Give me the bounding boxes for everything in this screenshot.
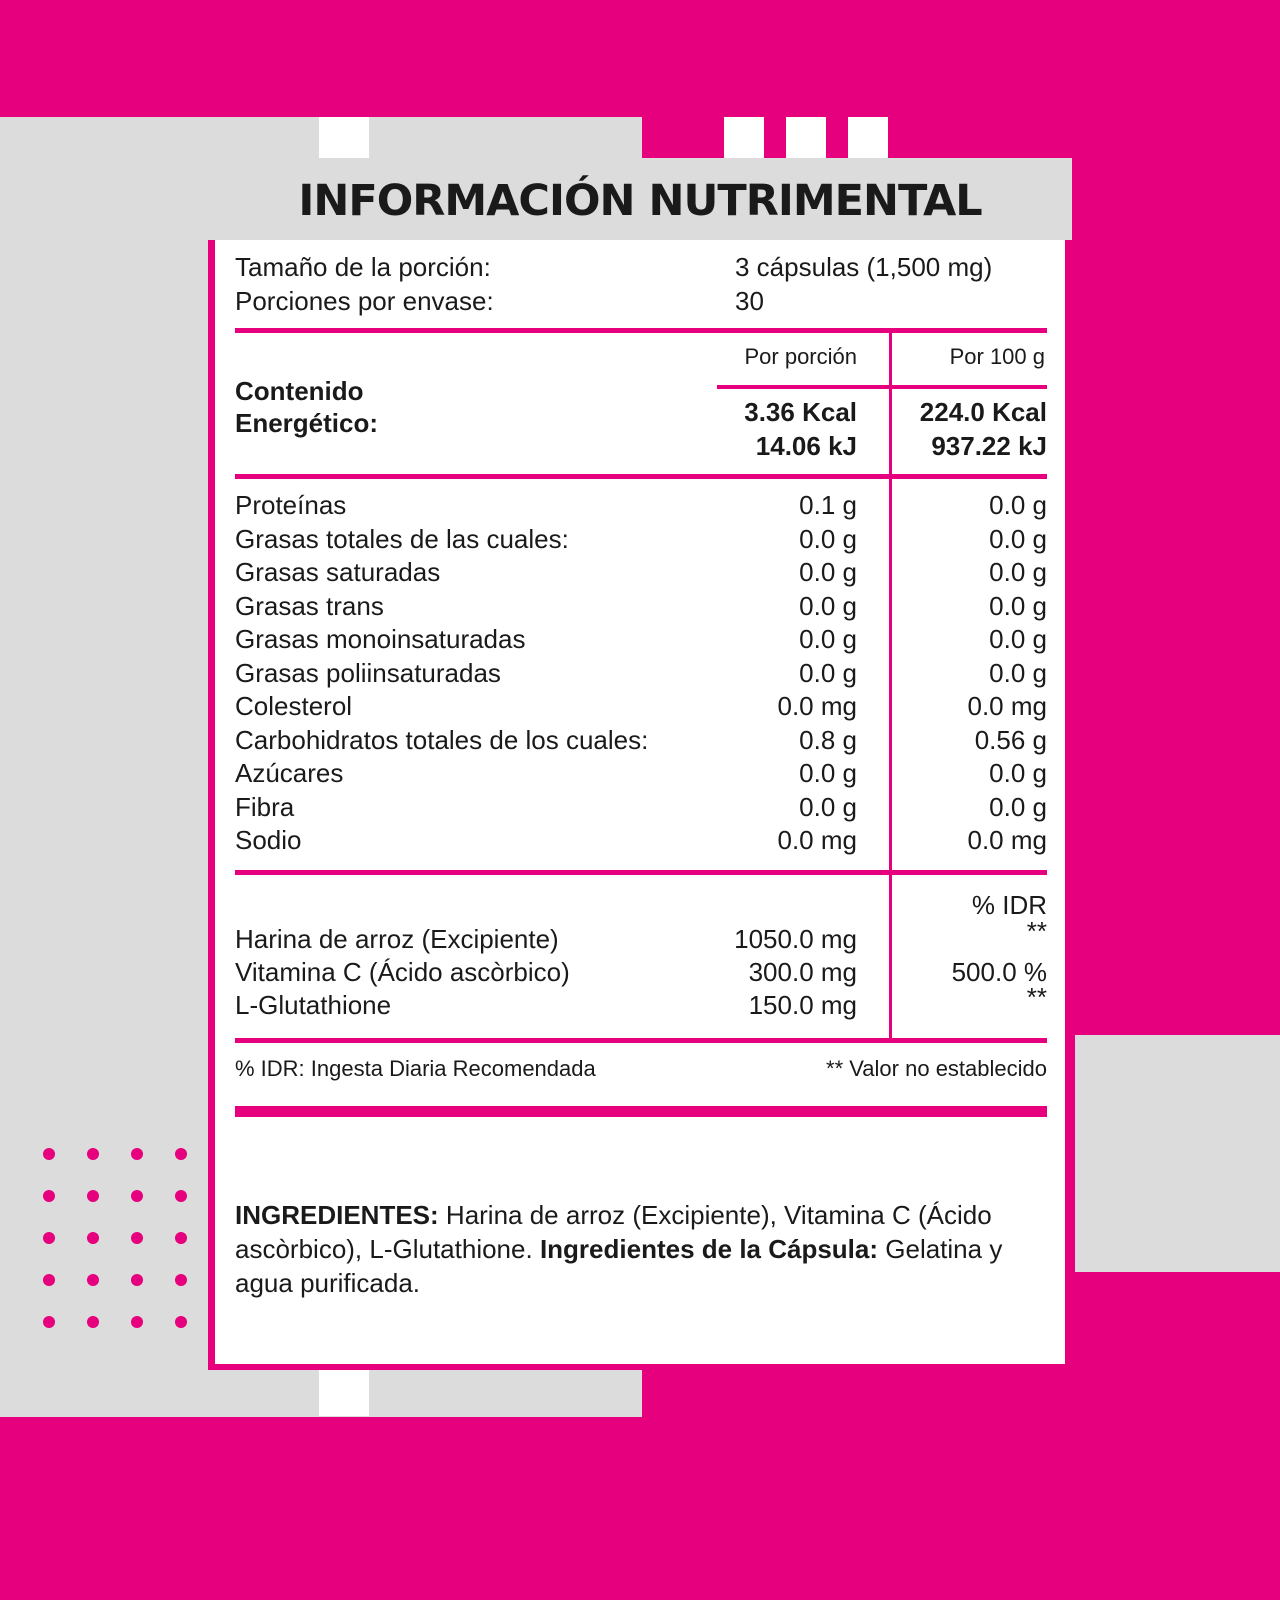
dot (43, 1232, 55, 1244)
nutrient-per-portion: 0.0 g (799, 523, 857, 554)
component-name-text: Harina de arroz (235, 924, 415, 954)
dot (87, 1232, 99, 1244)
decorative-white-bar (724, 117, 764, 159)
capsule-ingredients-list: Gelatina y agua purificada. (235, 1234, 1003, 1298)
component-amount: 1050.0 mg (734, 924, 857, 954)
servings-per-container-label: Porciones por envase: (235, 286, 494, 316)
servings-per-container-value: 30 (735, 286, 764, 316)
energy-label-line2: Energético: (235, 408, 379, 438)
dot (131, 1274, 143, 1286)
nutrient-per-portion: 0.0 g (799, 657, 857, 688)
nutrient-per-portion: 0.0 g (799, 557, 857, 587)
dot (131, 1316, 143, 1328)
component-note: (Ácido ascòrbico) (368, 957, 570, 987)
nutrient-name: Grasas trans (235, 590, 384, 621)
ingredients-list: Harina de arroz (Excipiente), Vitamina C (Ácido ascòrbico), L-Glutathione. (235, 1200, 992, 1264)
thick-divider (235, 1106, 1047, 1117)
dot (131, 1232, 143, 1244)
nutrient-per-100g: 0.0 g (989, 758, 1047, 788)
dot (87, 1148, 99, 1160)
nutrient-per-portion: 0.0 g (799, 791, 857, 822)
nutrient-per-100g: 0.56 g (974, 724, 1047, 755)
nutrient-per-100g: 0.0 g (989, 624, 1047, 654)
nutrient-per-100g: 0.0 g (989, 657, 1047, 688)
energy-kcal-portion: 3.36 Kcal (744, 397, 857, 427)
ingredients-text (235, 1198, 1050, 1300)
serving-size-value: 3 cápsulas (1,500 mg) (735, 252, 993, 282)
divider (235, 1038, 1047, 1043)
dot (131, 1148, 143, 1160)
nutrient-per-portion: 0.8 g (799, 724, 857, 755)
nutrient-per-100g: 0.0 g (989, 590, 1047, 621)
not-established-footnote: ** Valor no establecido (826, 1056, 1047, 1081)
nutrition-card (215, 240, 1065, 1364)
component-name-text: Vitamina C (235, 957, 362, 987)
component-amount: 300.0 mg (748, 957, 857, 987)
divider (235, 474, 1047, 479)
nutrient-per-portion: 0.0 mg (777, 825, 857, 855)
nutrient-per-portion: 0.0 g (799, 624, 857, 654)
nutrient-per-100g: 0.0 g (989, 490, 1047, 520)
dot (87, 1190, 99, 1202)
nutrient-per-portion: 0.0 g (799, 590, 857, 621)
nutrient-per-100g: 0.0 g (989, 557, 1047, 587)
dot (43, 1148, 55, 1160)
serving-size-label: Tamaño de la porción: (235, 252, 491, 282)
nutrition-panel (208, 158, 1072, 1370)
decorative-white-bar (848, 117, 888, 159)
nutrient-per-100g: 0.0 mg (967, 691, 1047, 721)
energy-divider (717, 385, 1047, 389)
decorative-white-bar (786, 117, 826, 159)
component-idr: 500.0 % (951, 957, 1047, 987)
nutrient-per-100g: 0.0 g (989, 523, 1047, 554)
dot (175, 1148, 187, 1160)
component-name (235, 990, 391, 1020)
component-note: (Excipiente) (421, 924, 559, 954)
page-title: INFORMACIÓN NUTRIMENTAL (298, 176, 982, 226)
component-name (235, 924, 559, 954)
dot (175, 1190, 187, 1202)
column-separator (889, 330, 892, 1038)
decorative-dot-grid (43, 1148, 187, 1328)
energy-kcal-100g: 224.0 Kcal (919, 397, 1047, 427)
dot (43, 1316, 55, 1328)
energy-kj-100g: 937.22 kJ (931, 431, 1047, 461)
divider (235, 870, 1047, 875)
nutrient-name: Grasas totales de las cuales: (235, 523, 569, 554)
energy-kj-portion: 14.06 kJ (755, 431, 857, 461)
dot (87, 1274, 99, 1286)
component-idr: ** (1026, 982, 1047, 1012)
component-name-text: L-Glutathione (235, 990, 392, 1020)
nutrient-name: Azúcares (235, 758, 344, 788)
dot (175, 1274, 187, 1286)
nutrient-name: Colesterol (235, 691, 353, 721)
dot (175, 1232, 187, 1244)
dot (43, 1274, 55, 1286)
col-header-per-portion: Por porción (744, 344, 857, 369)
nutrient-name: Carbohidratos totales de los cuales: (235, 724, 649, 755)
dot (43, 1190, 55, 1202)
capsule-ingredients-label: Ingredientes de la Cápsula: (539, 1234, 879, 1264)
background-grey-block-right (1075, 1035, 1280, 1272)
nutrient-name: Grasas saturadas (235, 557, 441, 587)
nutrient-name: Grasas poliinsaturadas (235, 657, 501, 688)
component-name (235, 957, 570, 987)
idr-footnote: % IDR: Ingesta Diaria Recomendada (235, 1056, 596, 1081)
nutrient-name: Grasas monoinsaturadas (235, 624, 526, 654)
nutrient-per-100g: 0.0 mg (967, 825, 1047, 855)
nutrient-name: Sodio (235, 825, 302, 855)
dot (131, 1190, 143, 1202)
component-amount: 150.0 mg (748, 990, 857, 1020)
panel-header (208, 158, 1072, 240)
dot (175, 1316, 187, 1328)
nutrient-name: Proteínas (235, 490, 347, 520)
idr-column-header: % IDR (971, 890, 1047, 920)
ingredients-label: INGREDIENTES: (235, 1200, 439, 1230)
dot (87, 1316, 99, 1328)
decorative-white-bar (319, 117, 369, 159)
nutrient-per-100g: 0.0 g (989, 791, 1047, 822)
energy-label-line1: Contenido (235, 376, 364, 406)
nutrient-per-portion: 0.0 mg (777, 691, 857, 721)
divider (235, 328, 1047, 333)
nutrient-per-portion: 0.0 g (799, 758, 857, 788)
decorative-white-bar (319, 1370, 369, 1416)
col-header-per-100g: Por 100 g (949, 344, 1045, 369)
nutrient-name: Fibra (235, 791, 295, 822)
component-idr: ** (1026, 916, 1047, 946)
nutrient-per-portion: 0.1 g (799, 490, 857, 520)
